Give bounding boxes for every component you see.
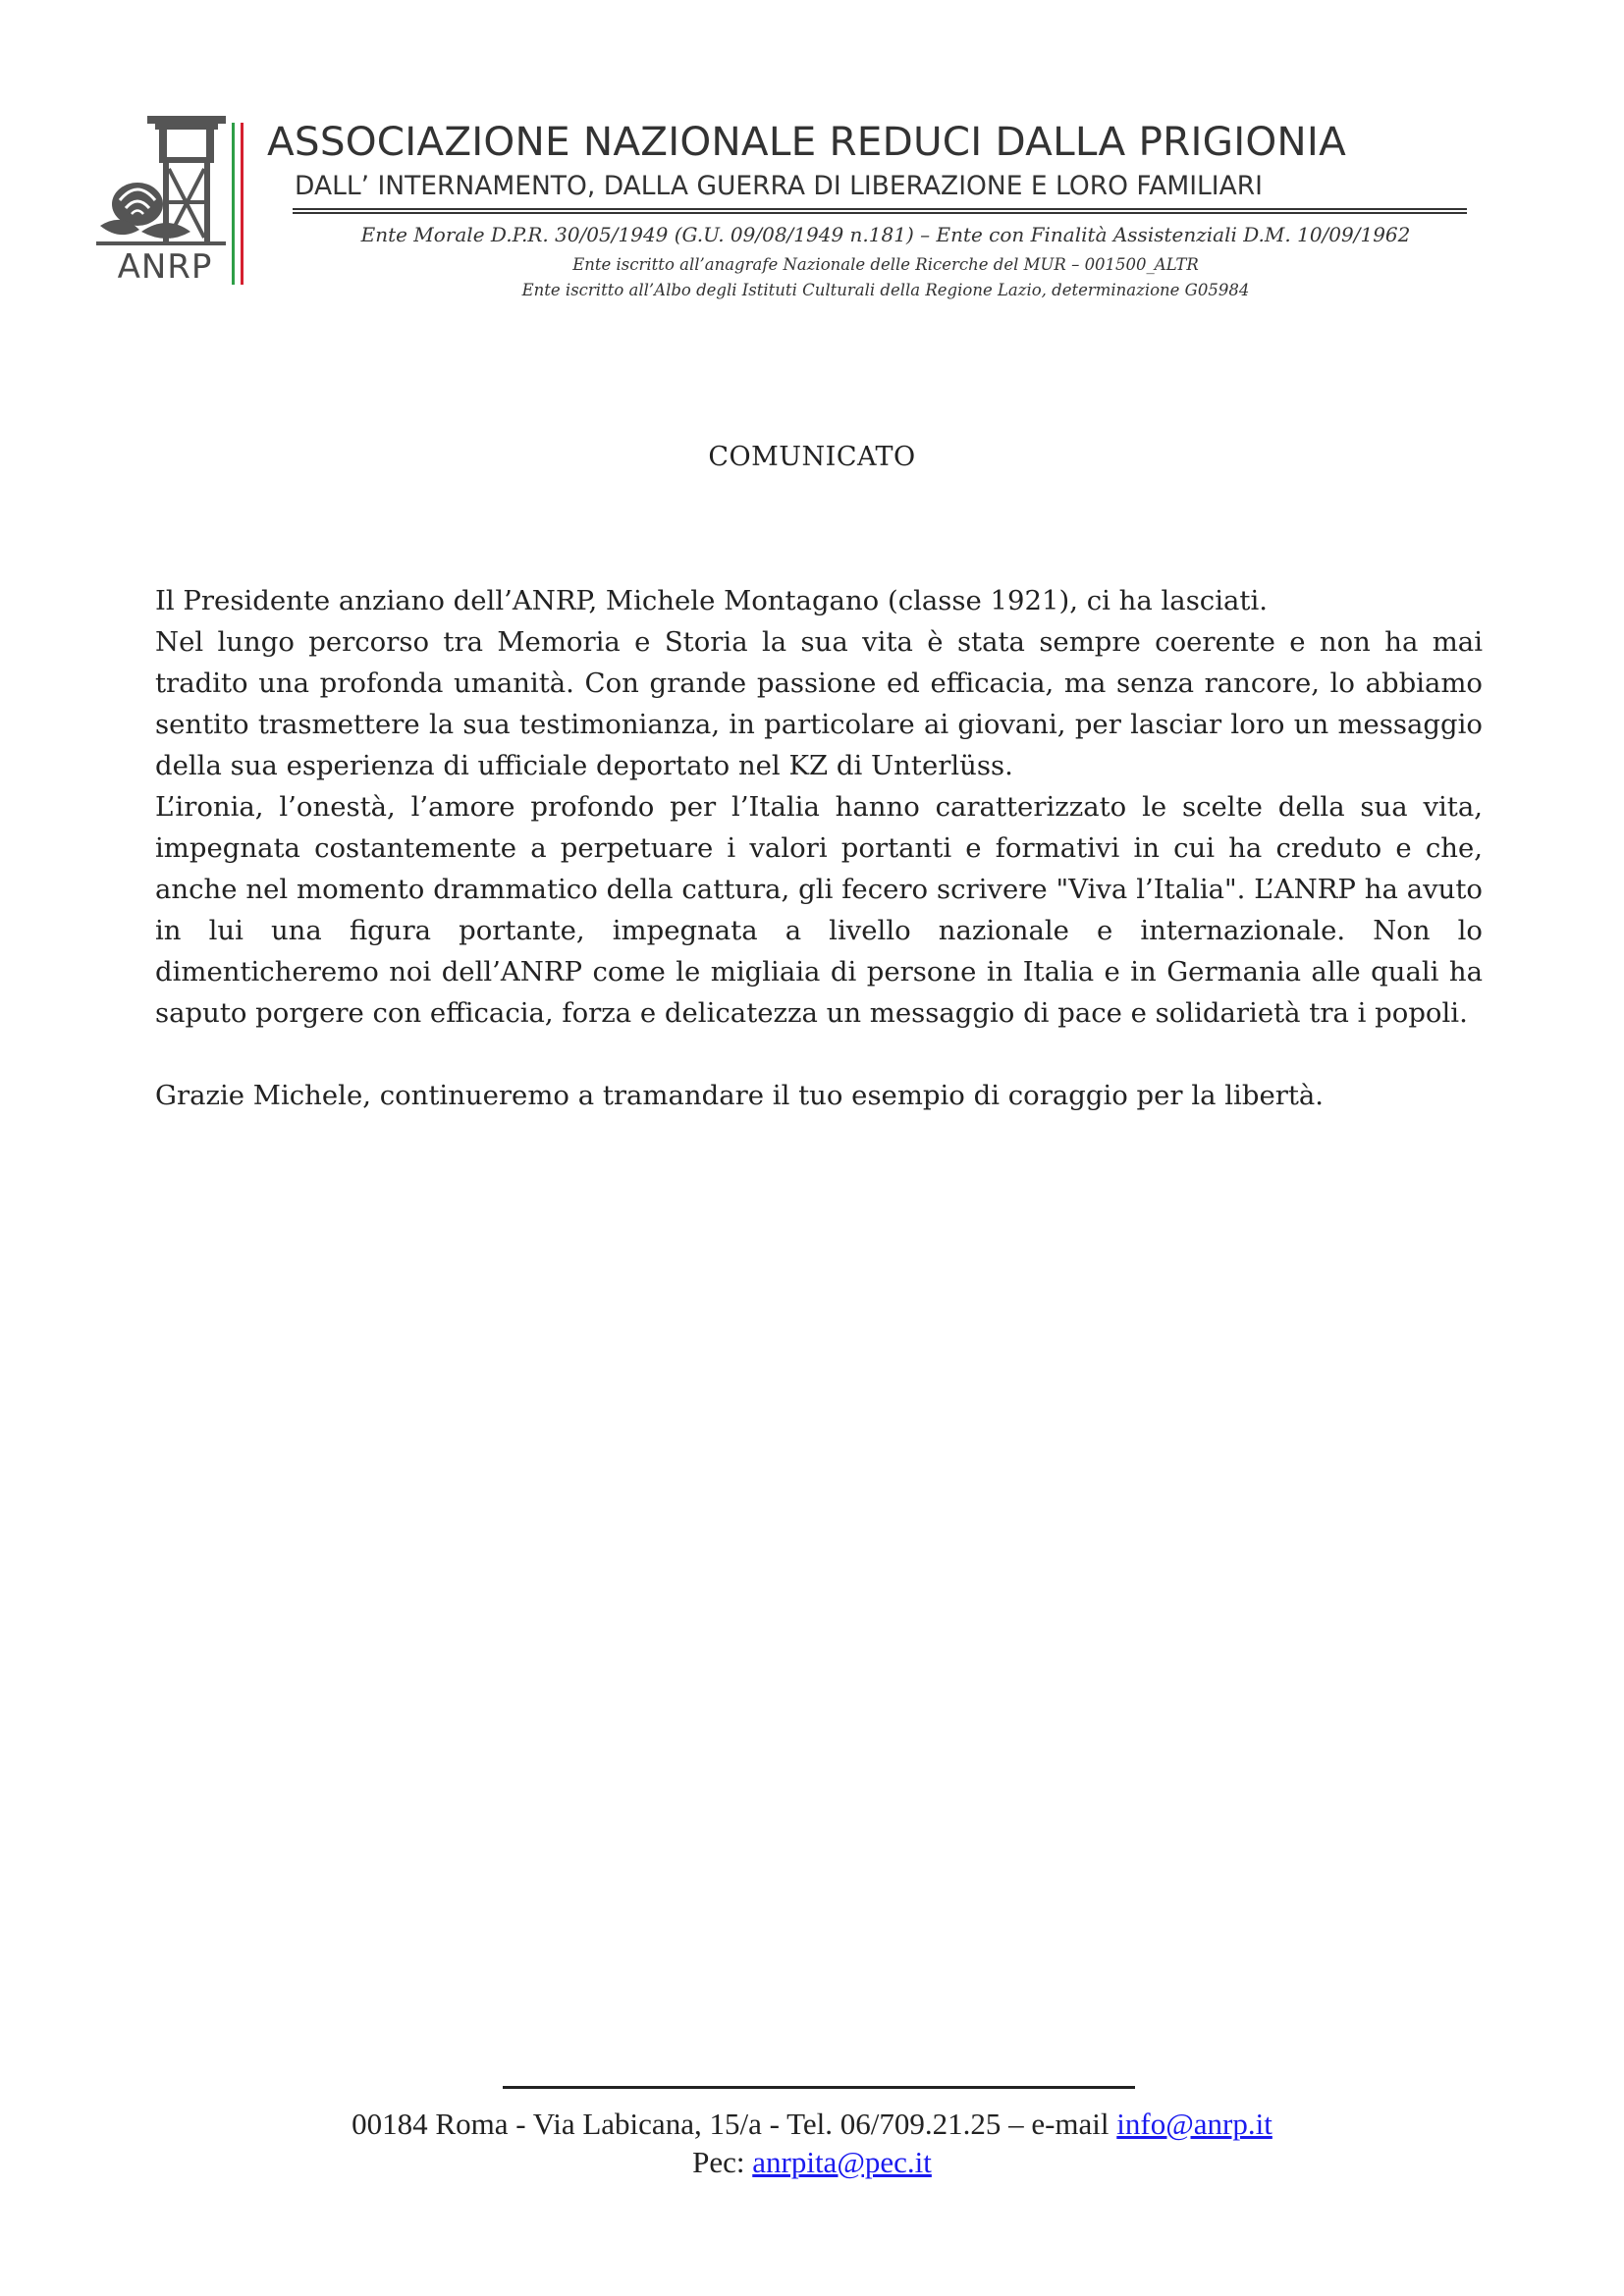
document-title: COMUNICATO <box>708 442 916 472</box>
footer-address-line <box>0 2107 1624 2142</box>
green-stripe <box>232 123 235 285</box>
legal-line-2: Ente iscritto all’anagrafe Nazionale delle Ricerche del MUR – 001500_ALTR <box>572 255 1199 274</box>
red-stripe <box>241 123 244 285</box>
legal-line-1: Ente Morale D.P.R. 30/05/1949 (G.U. 09/08/1949 n.181) – Ente con Finalità Assistenziali D.M. 10/09/1962 <box>360 223 1411 246</box>
organization-subtitle: DALL’ INTERNAMENTO, DALLA GUERRA DI LIBERAZIONE E LORO FAMILIARI <box>295 171 1263 201</box>
organization-name: ASSOCIAZIONE NAZIONALE REDUCI DALLA PRIGIONIA <box>267 118 1346 165</box>
logo-text: ANRP <box>117 247 213 287</box>
footer-address: 00184 Roma - Via Labicana, 15/a - Tel. 06/709.21.25 – e-mail <box>352 2107 1117 2141</box>
italian-tricolor-stripe <box>232 123 245 285</box>
footer-rule <box>503 2086 1135 2089</box>
paragraph: Nel lungo percorso tra Memoria e Storia la sua vita è stata sempre coerente e non ha mai tradito una profonda umanità. Con grande passione ed efficacia, ma senza rancore, lo abbiamo sentito trasmettere la sua testimonianza, in particolare ai giovani, per lasciar loro un messaggio della sua esperienza di ufficiale deportato nel KZ di Unterlüss. <box>155 626 1483 781</box>
closing-line: Grazie Michele, continueremo a tramandare il tuo esempio di coraggio per la libertà. <box>155 1080 1325 1111</box>
legal-line-3: Ente iscritto all’Albo degli Istituti Culturali della Regione Lazio, determinazione G05984 <box>521 281 1250 299</box>
paragraph: L’ironia, l’onestà, l’amore profondo per l’Italia hanno caratterizzato le scelte della sua vita, impegnata costantemente a perpetuare i valori portanti e formativi in cui ha creduto e che, anche nel momento drammatico della cattura, gli fecero scrivere "Viva l’Italia". L’ANRP ha avuto in lui una figura portante, impegnata a livello nazionale e internazionale. Non lo dimenticheremo noi dell’ANRP come le migliaia di persone in Italia e in Germania alle quali ha saputo porgere con efficacia, forza e delicatezza un messaggio di pace e solidarietà tra i popoli. <box>155 791 1483 1029</box>
header-double-rule <box>293 208 1467 214</box>
paragraph: Il Presidente anziano dell’ANRP, Michele Montagano (classe 1921), ci ha lasciati. <box>155 585 1268 616</box>
pec-link[interactable]: anrpita@pec.it <box>752 2145 932 2179</box>
footer-pec-line <box>0 2145 1624 2180</box>
pec-label: Pec: <box>692 2145 753 2179</box>
email-link[interactable]: info@anrp.it <box>1116 2107 1272 2141</box>
white-stripe <box>237 123 240 285</box>
watchtower-rose-emblem-icon <box>86 110 253 257</box>
anrp-logo <box>86 110 253 287</box>
document-body <box>155 580 1483 1116</box>
